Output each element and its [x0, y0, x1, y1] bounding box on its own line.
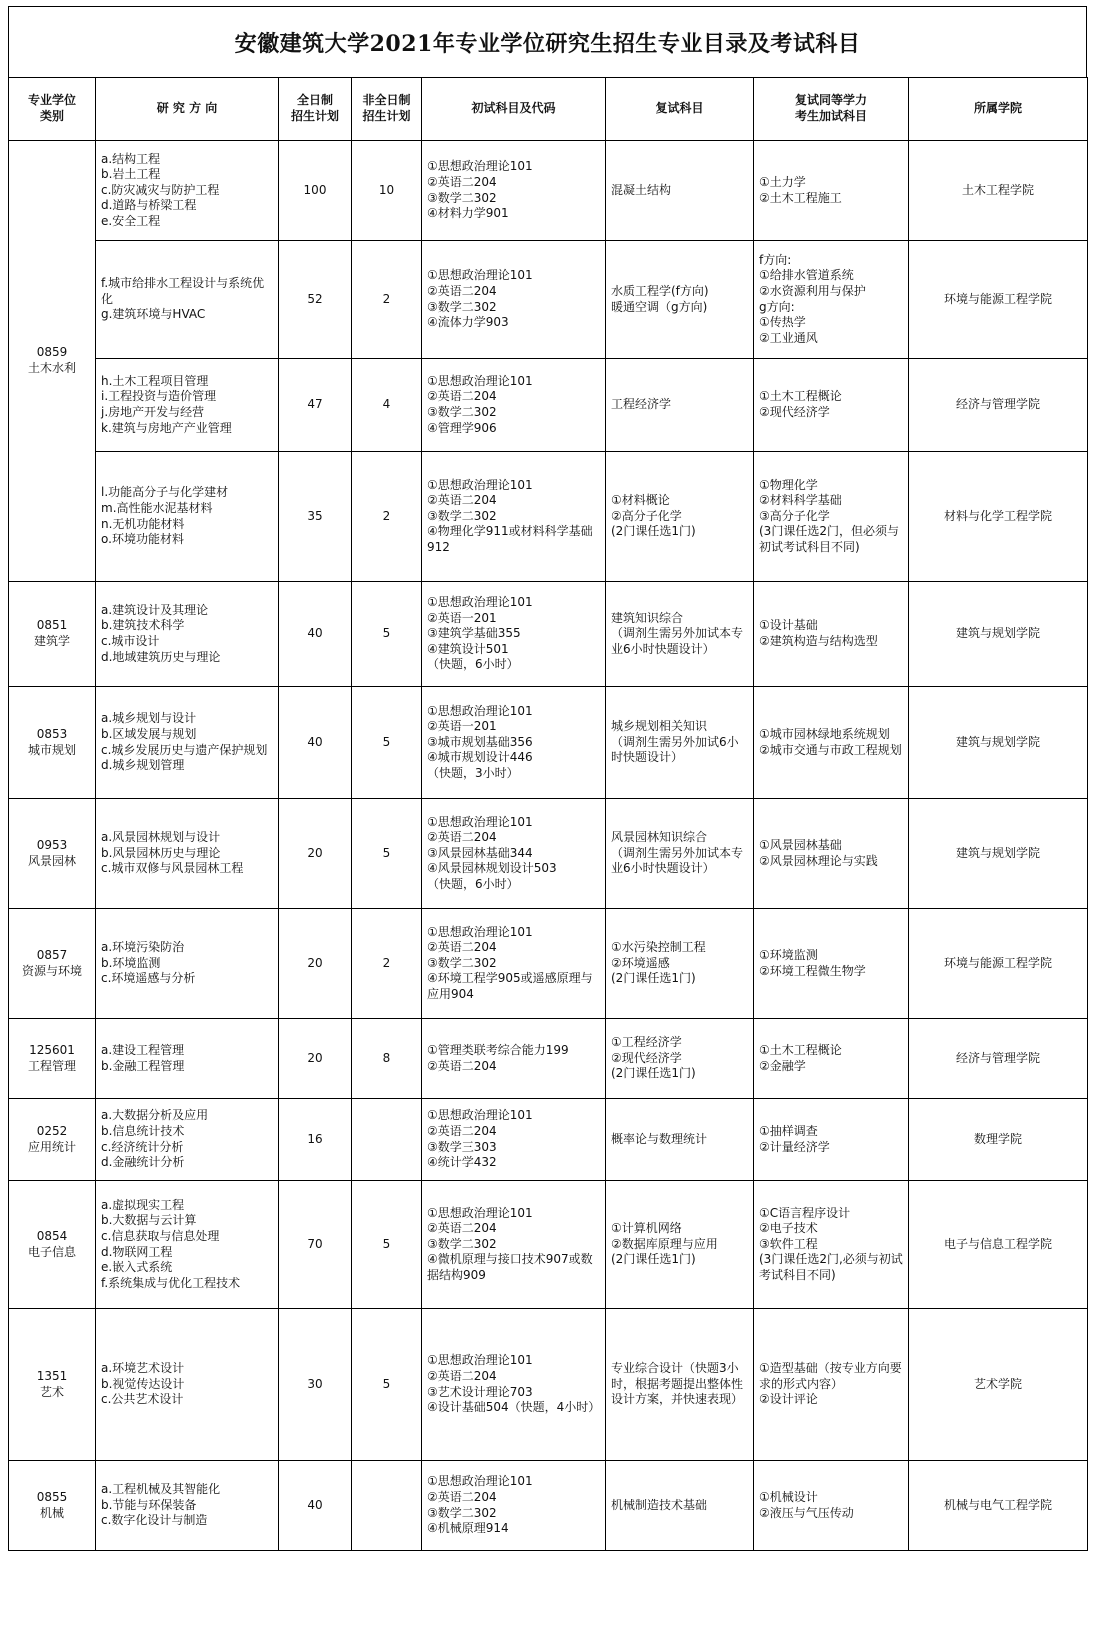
- retest-cell: 风景园林知识综合 （调剂生需另外加试本专业6小时快题设计）: [606, 799, 754, 909]
- direction-cell: h.土木工程项目管理 i.工程投资与造价管理 j.房地产开发与经营 k.建筑与房地产产业管理: [96, 359, 279, 452]
- initial-exam-cell: ①思想政治理论101 ②英语二204 ③数学二302 ④流体力学903: [422, 241, 606, 359]
- extra-exam-cell: ①造型基础（按专业方向要求的形式内容） ②设计评论: [754, 1309, 909, 1461]
- fulltime-cell: 20: [279, 909, 352, 1019]
- extra-exam-cell: ①土力学 ②土木工程施工: [754, 141, 909, 241]
- college-cell: 机械与电气工程学院: [909, 1461, 1088, 1551]
- initial-exam-cell: ①思想政治理论101 ②英语二204 ③数学二302 ④环境工程学905或遥感原理与应用904: [422, 909, 606, 1019]
- college-cell: 建筑与规划学院: [909, 582, 1088, 687]
- category-cell: 0859 土木水利: [9, 141, 96, 582]
- direction-cell: f.城市给排水工程设计与系统优化 g.建筑环境与HVAC: [96, 241, 279, 359]
- initial-exam-cell: ①思想政治理论101 ②英语二204 ③艺术设计理论703 ④设计基础504（快题，4小时）: [422, 1309, 606, 1461]
- title-box: [8, 6, 1087, 77]
- fulltime-cell: 35: [279, 452, 352, 582]
- extra-exam-cell: f方向: ①给排水管道系统 ②水资源利用与保护 g方向: ①传热学 ②工业通风: [754, 241, 909, 359]
- category-cell: 0853 城市规划: [9, 687, 96, 799]
- parttime-cell: [352, 1461, 422, 1551]
- table-row: [9, 359, 1088, 452]
- initial-exam-cell: ①思想政治理论101 ②英语二204 ③数学三303 ④统计学432: [422, 1099, 606, 1181]
- table-row: [9, 582, 1088, 687]
- category-cell: 1351 艺术: [9, 1309, 96, 1461]
- initial-exam-cell: ①思想政治理论101 ②英语一201 ③建筑学基础355 ④建筑设计501 （快题，6小时）: [422, 582, 606, 687]
- fulltime-cell: 40: [279, 582, 352, 687]
- header-fulltime: 全日制 招生计划: [279, 78, 352, 141]
- fulltime-cell: 30: [279, 1309, 352, 1461]
- direction-cell: a.环境艺术设计 b.视觉传达设计 c.公共艺术设计: [96, 1309, 279, 1461]
- parttime-cell: 2: [352, 452, 422, 582]
- fulltime-cell: 40: [279, 1461, 352, 1551]
- initial-exam-cell: ①思想政治理论101 ②英语二204 ③数学二302 ④材料力学901: [422, 141, 606, 241]
- initial-exam-cell: ①思想政治理论101 ②英语二204 ③数学二302 ④物理化学911或材料科学基础912: [422, 452, 606, 582]
- direction-cell: a.城乡规划与设计 b.区域发展与规划 c.城乡发展历史与遗产保护规划 d.城乡规划管理: [96, 687, 279, 799]
- header-direction: 研 究 方 向: [96, 78, 279, 141]
- fulltime-cell: 20: [279, 799, 352, 909]
- table-body: [9, 141, 1088, 1551]
- parttime-cell: [352, 1099, 422, 1181]
- extra-exam-cell: ①设计基础 ②建筑构造与结构选型: [754, 582, 909, 687]
- college-cell: 建筑与规划学院: [909, 799, 1088, 909]
- catalog-page: [8, 6, 1087, 1551]
- retest-cell: ①计算机网络 ②数据库原理与应用 (2门课任选1门): [606, 1181, 754, 1309]
- retest-cell: 概率论与数理统计: [606, 1099, 754, 1181]
- table-row: [9, 1019, 1088, 1099]
- extra-exam-cell: ①土木工程概论 ②金融学: [754, 1019, 909, 1099]
- retest-cell: ①材料概论 ②高分子化学 (2门课任选1门): [606, 452, 754, 582]
- college-cell: 经济与管理学院: [909, 1019, 1088, 1099]
- college-cell: 环境与能源工程学院: [909, 241, 1088, 359]
- category-cell: 0851 建筑学: [9, 582, 96, 687]
- fulltime-cell: 47: [279, 359, 352, 452]
- direction-cell: a.风景园林规划与设计 b.风景园林历史与理论 c.城市双修与风景园林工程: [96, 799, 279, 909]
- parttime-cell: 10: [352, 141, 422, 241]
- extra-exam-cell: ①环境监测 ②环境工程微生物学: [754, 909, 909, 1019]
- table-row: [9, 1461, 1088, 1551]
- header-initial: 初试科目及代码: [422, 78, 606, 141]
- initial-exam-cell: ①思想政治理论101 ②英语二204 ③数学二302 ④管理学906: [422, 359, 606, 452]
- direction-cell: a.环境污染防治 b.环境监测 c.环境遥感与分析: [96, 909, 279, 1019]
- extra-exam-cell: ①风景园林基础 ②风景园林理论与实践: [754, 799, 909, 909]
- college-cell: 数理学院: [909, 1099, 1088, 1181]
- parttime-cell: 5: [352, 582, 422, 687]
- table-row: [9, 909, 1088, 1019]
- category-cell: 0953 风景园林: [9, 799, 96, 909]
- header-retest: 复试科目: [606, 78, 754, 141]
- table-row: [9, 1309, 1088, 1461]
- parttime-cell: 2: [352, 241, 422, 359]
- initial-exam-cell: ①思想政治理论101 ②英语二204 ③风景园林基础344 ④风景园林规划设计503 （快题，6小时）: [422, 799, 606, 909]
- fulltime-cell: 20: [279, 1019, 352, 1099]
- retest-cell: 城乡规划相关知识 （调剂生需另外加试6小时快题设计）: [606, 687, 754, 799]
- table-row: [9, 687, 1088, 799]
- college-cell: 建筑与规划学院: [909, 687, 1088, 799]
- college-cell: 环境与能源工程学院: [909, 909, 1088, 1019]
- header-parttime: 非全日制 招生计划: [352, 78, 422, 141]
- header-college: 所属学院: [909, 78, 1088, 141]
- parttime-cell: 5: [352, 799, 422, 909]
- fulltime-cell: 100: [279, 141, 352, 241]
- direction-cell: a.工程机械及其智能化 b.节能与环保装备 c.数字化设计与制造: [96, 1461, 279, 1551]
- college-cell: 艺术学院: [909, 1309, 1088, 1461]
- header-category: 专业学位 类别: [9, 78, 96, 141]
- direction-cell: l.功能高分子与化学建材 m.高性能水泥基材料 n.无机功能材料 o.环境功能材料: [96, 452, 279, 582]
- college-cell: 经济与管理学院: [909, 359, 1088, 452]
- catalog-table: [8, 77, 1088, 1551]
- extra-exam-cell: ①C语言程序设计 ②电子技术 ③软件工程 (3门课任选2门,必须与初试考试科目不同): [754, 1181, 909, 1309]
- direction-cell: a.建筑设计及其理论 b.建筑技术科学 c.城市设计 d.地域建筑历史与理论: [96, 582, 279, 687]
- extra-exam-cell: ①抽样调查 ②计量经济学: [754, 1099, 909, 1181]
- initial-exam-cell: ①思想政治理论101 ②英语二204 ③数学二302 ④微机原理与接口技术907或数据结构909: [422, 1181, 606, 1309]
- retest-cell: 专业综合设计（快题3小时，根据考题提出整体性设计方案，并快速表现）: [606, 1309, 754, 1461]
- category-cell: 0857 资源与环境: [9, 909, 96, 1019]
- extra-exam-cell: ①物理化学 ②材料科学基础 ③高分子化学 (3门课任选2门，但必须与初试考试科目不同): [754, 452, 909, 582]
- parttime-cell: 5: [352, 1309, 422, 1461]
- fulltime-cell: 16: [279, 1099, 352, 1181]
- fulltime-cell: 52: [279, 241, 352, 359]
- direction-cell: a.结构工程 b.岩土工程 c.防灾减灾与防护工程 d.道路与桥梁工程 e.安全工程: [96, 141, 279, 241]
- initial-exam-cell: ①管理类联考综合能力199 ②英语二204: [422, 1019, 606, 1099]
- table-row: [9, 1181, 1088, 1309]
- direction-cell: a.虚拟现实工程 b.大数据与云计算 c.信息获取与信息处理 d.物联网工程 e.嵌入式系统 f.系统集成与优化工程技术: [96, 1181, 279, 1309]
- direction-cell: a.建设工程管理 b.金融工程管理: [96, 1019, 279, 1099]
- retest-cell: 水质工程学(f方向) 暖通空调（g方向): [606, 241, 754, 359]
- initial-exam-cell: ①思想政治理论101 ②英语二204 ③数学二302 ④机械原理914: [422, 1461, 606, 1551]
- retest-cell: ①工程经济学 ②现代经济学 (2门课任选1门): [606, 1019, 754, 1099]
- page-title: 安徽建筑大学2021年专业学位研究生招生专业目录及考试科目: [234, 30, 861, 57]
- initial-exam-cell: ①思想政治理论101 ②英语一201 ③城市规划基础356 ④城市规划设计446 （快题，3小时）: [422, 687, 606, 799]
- extra-exam-cell: ①城市园林绿地系统规划 ②城市交通与市政工程规划: [754, 687, 909, 799]
- fulltime-cell: 70: [279, 1181, 352, 1309]
- parttime-cell: 4: [352, 359, 422, 452]
- category-cell: 0855 机械: [9, 1461, 96, 1551]
- retest-cell: 工程经济学: [606, 359, 754, 452]
- category-cell: 125601 工程管理: [9, 1019, 96, 1099]
- extra-exam-cell: ①土木工程概论 ②现代经济学: [754, 359, 909, 452]
- table-row: [9, 452, 1088, 582]
- college-cell: 材料与化学工程学院: [909, 452, 1088, 582]
- direction-cell: a.大数据分析及应用 b.信息统计技术 c.经济统计分析 d.金融统计分析: [96, 1099, 279, 1181]
- category-cell: 0252 应用统计: [9, 1099, 96, 1181]
- parttime-cell: 5: [352, 1181, 422, 1309]
- college-cell: 土木工程学院: [909, 141, 1088, 241]
- retest-cell: 混凝土结构: [606, 141, 754, 241]
- category-cell: 0854 电子信息: [9, 1181, 96, 1309]
- table-row: [9, 799, 1088, 909]
- table-row: [9, 1099, 1088, 1181]
- college-cell: 电子与信息工程学院: [909, 1181, 1088, 1309]
- table-row: [9, 141, 1088, 241]
- extra-exam-cell: ①机械设计 ②液压与气压传动: [754, 1461, 909, 1551]
- parttime-cell: 5: [352, 687, 422, 799]
- retest-cell: 机械制造技术基础: [606, 1461, 754, 1551]
- parttime-cell: 8: [352, 1019, 422, 1099]
- retest-cell: 建筑知识综合 （调剂生需另外加试本专业6小时快题设计）: [606, 582, 754, 687]
- fulltime-cell: 40: [279, 687, 352, 799]
- parttime-cell: 2: [352, 909, 422, 1019]
- table-row: [9, 241, 1088, 359]
- header-extra: 复试同等学力 考生加试科目: [754, 78, 909, 141]
- retest-cell: ①水污染控制工程 ②环境遥感 (2门课任选1门): [606, 909, 754, 1019]
- header-row: [9, 78, 1088, 141]
